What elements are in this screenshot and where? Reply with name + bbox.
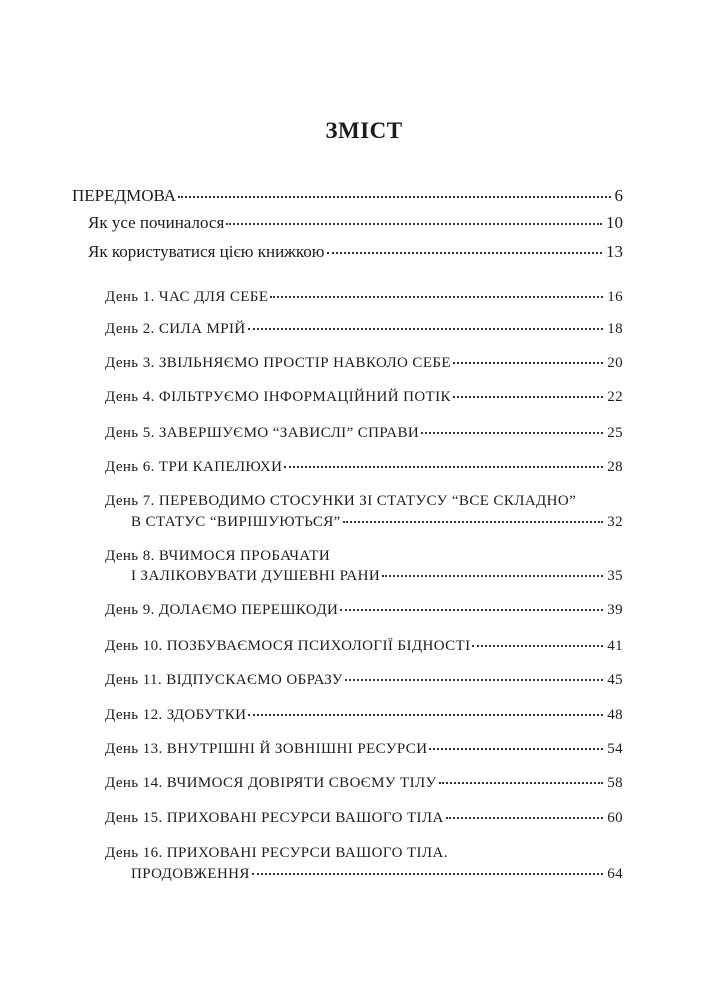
toc-entry-day-8-title: День 8. ВЧИМОСЯ ПРОБАЧАТИ	[105, 548, 331, 564]
toc-entry-label: ПЕРЕДМОВА	[72, 186, 177, 205]
toc-entry-day-13[interactable]	[105, 741, 623, 758]
toc-entry-day-1[interactable]	[105, 289, 623, 306]
toc-page-number: 64	[607, 866, 623, 882]
toc-page-number: 20	[607, 355, 623, 371]
toc-page-number: 45	[607, 672, 623, 688]
toc-page-number: 32	[607, 514, 623, 530]
toc-entry-how-to-use[interactable]	[88, 242, 623, 262]
toc-entry-label: День 10. ПОЗБУВАЄМОСЯ ПСИХОЛОГІЇ БІДНОСТІ	[105, 638, 471, 654]
dot-leader	[178, 195, 610, 198]
toc-entry-day-3[interactable]	[105, 355, 623, 372]
toc-entry-label: Як користуватися цією книжкою	[88, 242, 325, 261]
dot-leader	[327, 251, 602, 254]
toc-page-number: 54	[607, 741, 623, 757]
toc-entry-label: День 5. ЗАВЕРШУЄМО “ЗАВИСЛІ” СПРАВИ	[105, 425, 420, 441]
toc-entry-day-7[interactable]	[131, 514, 623, 531]
toc-page-number: 6	[614, 186, 623, 205]
toc-entry-label: День 1. ЧАС ДЛЯ СЕБЕ	[105, 289, 269, 305]
dot-leader	[340, 608, 603, 611]
dot-leader	[248, 327, 604, 330]
dot-leader	[439, 781, 604, 784]
toc-page-number: 18	[607, 321, 623, 337]
toc-page-number: 22	[607, 389, 623, 405]
dot-leader	[284, 465, 603, 468]
toc-page-number: 60	[607, 810, 623, 826]
dot-leader	[226, 222, 602, 225]
toc-entry-foreword[interactable]	[72, 186, 623, 206]
toc-entry-day-4[interactable]	[105, 389, 623, 406]
toc-entry-label: Як усе починалося	[88, 213, 225, 232]
toc-entry-label: День 13. ВНУТРІШНІ Й ЗОВНІШНІ РЕСУРСИ	[105, 741, 428, 757]
dot-leader	[421, 431, 603, 434]
dot-leader	[472, 644, 603, 647]
toc-entry-day-12[interactable]	[105, 707, 623, 724]
toc-entry-day-11[interactable]	[105, 672, 623, 689]
toc-entry-label: День 2. СИЛА МРІЙ	[105, 321, 246, 337]
dot-leader	[453, 395, 603, 398]
toc-entry-label-continued: І ЗАЛІКОВУВАТИ ДУШЕВНІ РАНИ	[131, 568, 381, 584]
toc-page-number: 35	[607, 568, 623, 584]
toc-entry-label: День 14. ВЧИМОСЯ ДОВІРЯТИ СВОЄМУ ТІЛУ	[105, 775, 437, 791]
toc-entry-day-9[interactable]	[105, 602, 623, 619]
toc-page-number: 58	[607, 775, 623, 791]
toc-page-number: 13	[606, 242, 623, 261]
toc-entry-label: День 11. ВІДПУСКАЄМО ОБРАЗУ	[105, 672, 343, 688]
toc-entry-label: День 9. ДОЛАЄМО ПЕРЕШКОДИ	[105, 602, 339, 618]
toc-entry-label: День 15. ПРИХОВАНІ РЕСУРСИ ВАШОГО ТІЛА	[105, 810, 444, 826]
dot-leader	[248, 713, 603, 716]
toc-entry-day-16[interactable]	[131, 866, 623, 883]
toc-entry-day-5[interactable]	[105, 425, 623, 442]
toc-entry-label: День 3. ЗВІЛЬНЯЄМО ПРОСТІР НАВКОЛО СЕБЕ	[105, 355, 451, 371]
toc-entry-day-2[interactable]	[105, 321, 623, 338]
dot-leader	[429, 747, 603, 750]
toc-entry-label: День 6. ТРИ КАПЕЛЮХИ	[105, 459, 283, 475]
dot-leader	[252, 872, 603, 875]
dot-leader	[270, 295, 603, 298]
toc-entry-day-15[interactable]	[105, 810, 623, 827]
toc-entry-day-6[interactable]	[105, 459, 623, 476]
toc-entry-day-10[interactable]	[105, 638, 623, 655]
dot-leader	[453, 361, 603, 364]
toc-entry-label-continued: В СТАТУС “ВИРІШУЮТЬСЯ”	[131, 514, 341, 530]
toc-page-number: 16	[607, 289, 623, 305]
toc-page-number: 25	[607, 425, 623, 441]
toc-entry-how-it-began[interactable]	[88, 213, 623, 233]
toc-entry-day-16-title: День 16. ПРИХОВАНІ РЕСУРСИ ВАШОГО ТІЛА.	[105, 845, 448, 861]
toc-page-number: 41	[607, 638, 623, 654]
toc-entry-label-continued: ПРОДОВЖЕННЯ	[131, 866, 250, 882]
dot-leader	[382, 574, 603, 577]
dot-leader	[343, 520, 603, 523]
toc-page-number: 48	[607, 707, 623, 723]
dot-leader	[446, 816, 603, 819]
toc-page-number: 39	[607, 602, 623, 618]
dot-leader	[345, 678, 603, 681]
toc-page-number: 10	[606, 213, 623, 232]
toc-entry-label: День 12. ЗДОБУТКИ	[105, 707, 247, 723]
page-title: ЗМІСТ	[325, 118, 403, 143]
toc-entry-day-8[interactable]	[131, 568, 623, 585]
toc-page-number: 28	[607, 459, 623, 475]
toc-entry-day-14[interactable]	[105, 775, 623, 792]
toc-entry-day-7-title: День 7. ПЕРЕВОДИМО СТОСУНКИ ЗІ СТАТУСУ “ВСЕ СКЛАДНО”	[105, 493, 577, 509]
toc-entry-label: День 4. ФІЛЬТРУЄМО ІНФОРМАЦІЙНИЙ ПОТІК	[105, 389, 451, 405]
